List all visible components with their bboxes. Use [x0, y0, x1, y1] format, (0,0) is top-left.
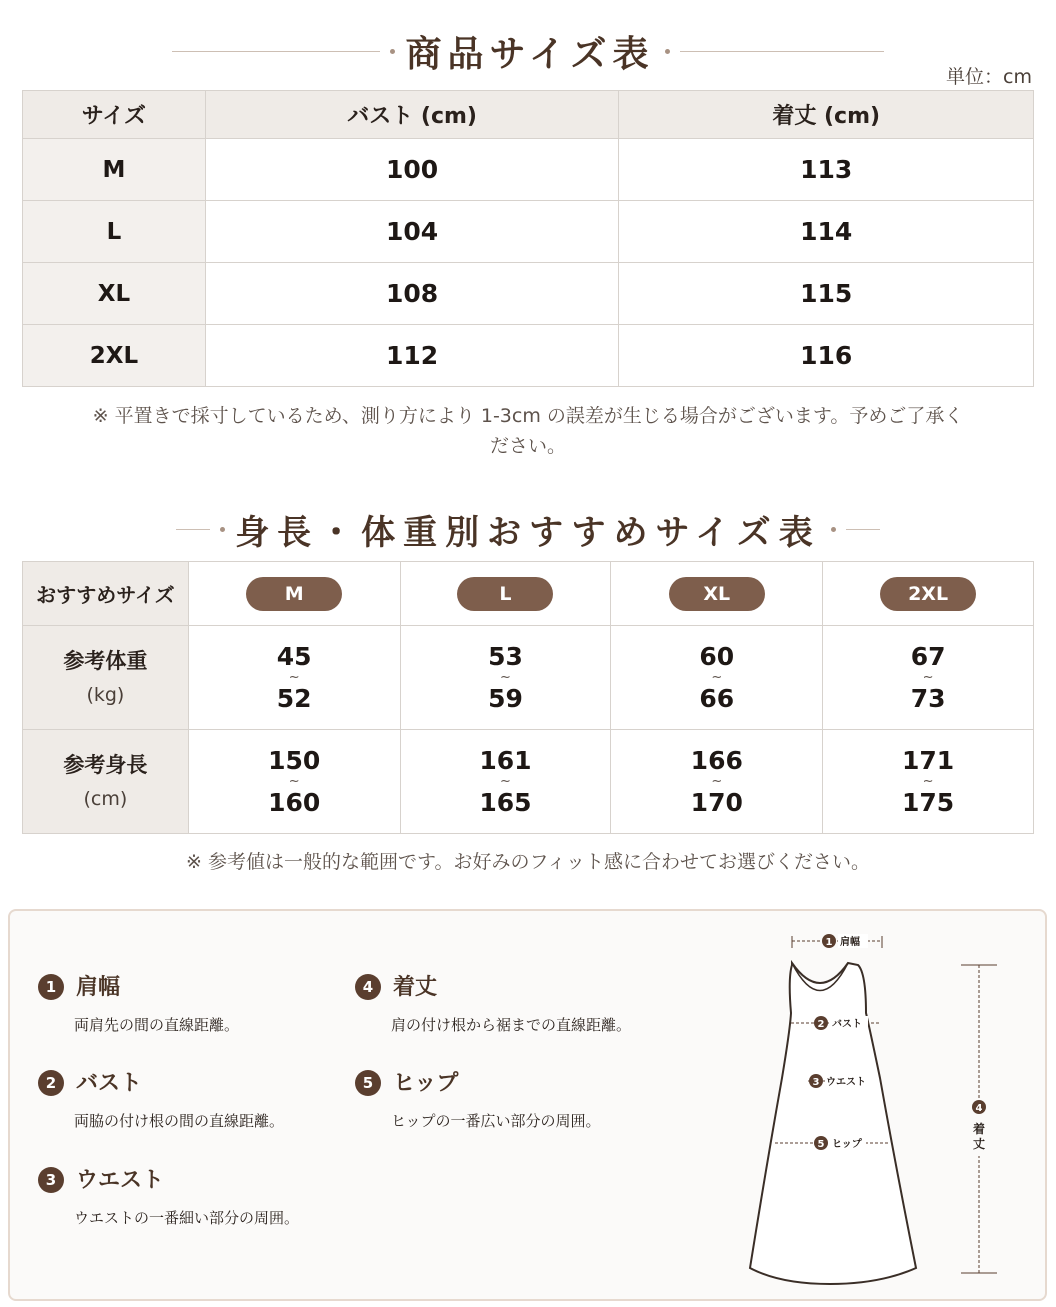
- length-label-1: 着: [972, 1122, 986, 1136]
- rec-header-row: [23, 562, 1034, 626]
- length-cell: 115: [619, 263, 1034, 325]
- weight-row: [23, 626, 1034, 730]
- table-row: [23, 325, 1034, 387]
- length-cell: 116: [619, 325, 1034, 387]
- range-from: 53: [488, 641, 523, 671]
- bust-cell: 112: [205, 325, 619, 387]
- rec-header-label: おすすめサイズ: [23, 562, 189, 626]
- guide-item-name: ヒップ: [393, 1071, 459, 1096]
- recommendation-table: [22, 561, 1034, 834]
- range-to: 52: [276, 683, 312, 713]
- weight-range: [188, 626, 400, 730]
- title-dot: [390, 49, 395, 54]
- shoulder-measure: [792, 934, 882, 948]
- dress-outline: [750, 963, 916, 1284]
- range-from: 161: [479, 745, 532, 775]
- rec-note: ※ 参考値は一般的な範囲です。お好みのフィット感に合わせてお選びください。: [186, 851, 870, 873]
- range-to: 73: [910, 683, 946, 713]
- guide-number-badge: 4: [355, 974, 381, 1000]
- size-cell: XL: [23, 263, 206, 325]
- header-bust: バスト (cm): [205, 91, 619, 139]
- table-row: [23, 201, 1034, 263]
- range-to: 170: [690, 787, 743, 817]
- bust-cell: 104: [205, 201, 619, 263]
- shoulder-badge: 1: [825, 937, 833, 948]
- guide-number-badge: 2: [38, 1070, 64, 1096]
- dress-measurement-diagram: [730, 918, 1050, 1293]
- height-unit: (cm): [83, 787, 128, 810]
- size-table-title-row: [0, 26, 1056, 77]
- rec-size-cell: [823, 562, 1034, 626]
- size-note-line1: ※ 平置きで採寸しているため、測り方により 1-3cm の誤差が生じる場合がございます。予めご了承く: [92, 405, 964, 427]
- rec-size-cell: [611, 562, 823, 626]
- range-to: 59: [488, 683, 523, 713]
- length-badge: 4: [975, 1103, 983, 1114]
- table-row: [23, 139, 1034, 201]
- size-note-line2: ださい。: [489, 435, 566, 457]
- guide-number-badge: 1: [38, 974, 64, 1000]
- guide-item-desc: 肩の付け根から裾までの直線距離。: [391, 1016, 632, 1034]
- guide-item-desc: 両脇の付け根の間の直線距離。: [74, 1112, 285, 1130]
- guide-item-name: バスト: [76, 1071, 143, 1096]
- height-label: 参考身長: [63, 752, 148, 777]
- waist-label: ウエスト: [826, 1077, 866, 1088]
- guide-item-desc: ウエストの一番細い部分の周囲。: [74, 1209, 300, 1227]
- size-table-header: [23, 91, 1034, 139]
- range-tilde: ~: [500, 773, 511, 789]
- guide-item-desc: ヒップの一番広い部分の周囲。: [391, 1112, 601, 1130]
- shoulder-label: 肩幅: [840, 937, 860, 948]
- height-range: [823, 730, 1034, 834]
- unit-label: 単位：cm: [946, 66, 1032, 88]
- range-tilde: ~: [922, 773, 934, 789]
- height-row: [23, 730, 1034, 834]
- length-measure: [961, 965, 997, 1273]
- header-size: サイズ: [23, 91, 206, 139]
- rec-table-title: 身長・体重別おすすめサイズ表: [235, 513, 821, 553]
- hip-badge: 5: [817, 1139, 825, 1150]
- weight-range: [823, 626, 1034, 730]
- rec-size-cell: [188, 562, 400, 626]
- range-from: 171: [901, 745, 955, 775]
- weight-range: [611, 626, 823, 730]
- height-range: [400, 730, 611, 834]
- height-range: [611, 730, 823, 834]
- guide-item-name: 着丈: [393, 975, 438, 1000]
- waist-badge: 3: [812, 1077, 820, 1088]
- weight-unit: (kg): [86, 683, 125, 706]
- header-length: 着丈 (cm): [619, 91, 1034, 139]
- guide-item-name: 肩幅: [76, 975, 121, 1000]
- weight-label-cell: [23, 626, 189, 730]
- range-tilde: ~: [922, 669, 934, 685]
- title-divider-left: [172, 51, 380, 52]
- height-label-cell: [23, 730, 189, 834]
- range-from: 67: [910, 641, 946, 671]
- height-range: [188, 730, 400, 834]
- size-cell: L: [23, 201, 206, 263]
- title-divider-left: [176, 529, 210, 530]
- range-from: 150: [268, 745, 321, 775]
- length-label-2: 丈: [972, 1137, 986, 1151]
- range-tilde: ~: [711, 773, 723, 789]
- range-from: 60: [699, 641, 735, 671]
- bust-cell: 108: [205, 263, 619, 325]
- size-pill: L: [457, 577, 553, 611]
- guide-item-desc: 両肩先の間の直線距離。: [74, 1016, 240, 1034]
- size-pill: M: [246, 577, 342, 611]
- title-dot: [220, 527, 225, 532]
- guide-number-badge: 5: [355, 1070, 381, 1096]
- rec-size-cell: [400, 562, 611, 626]
- length-cell: 114: [619, 201, 1034, 263]
- range-from: 166: [690, 745, 743, 775]
- size-cell: M: [23, 139, 206, 201]
- bust-cell: 100: [205, 139, 619, 201]
- size-cell: 2XL: [23, 325, 206, 387]
- rec-table-title-row: [0, 505, 1056, 554]
- title-dot: [665, 49, 670, 54]
- size-pill: XL: [669, 577, 765, 611]
- range-to: 165: [479, 787, 532, 817]
- bust-label: バスト: [832, 1019, 862, 1030]
- hip-label: ヒップ: [832, 1139, 862, 1150]
- range-from: 45: [276, 641, 312, 671]
- title-divider-right: [846, 529, 880, 530]
- table-row: [23, 263, 1034, 325]
- title-divider-right: [680, 51, 884, 52]
- bust-badge: 2: [817, 1019, 825, 1030]
- length-cell: 113: [619, 139, 1034, 201]
- weight-label: 参考体重: [63, 648, 148, 673]
- range-tilde: ~: [288, 773, 300, 789]
- range-to: 175: [901, 787, 955, 817]
- range-tilde: ~: [288, 669, 300, 685]
- size-table: [22, 90, 1034, 387]
- weight-range: [400, 626, 611, 730]
- guide-item-name: ウエスト: [76, 1168, 165, 1193]
- guide-number-badge: 3: [38, 1167, 64, 1193]
- waist-measure: [808, 1074, 872, 1088]
- range-to: 66: [699, 683, 735, 713]
- size-note: [0, 401, 1056, 461]
- size-table-title: 商品サイズ表: [405, 33, 655, 75]
- range-tilde: ~: [711, 669, 723, 685]
- range-to: 160: [268, 787, 321, 817]
- size-pill: 2XL: [880, 577, 976, 611]
- range-tilde: ~: [500, 669, 511, 685]
- title-dot: [831, 527, 836, 532]
